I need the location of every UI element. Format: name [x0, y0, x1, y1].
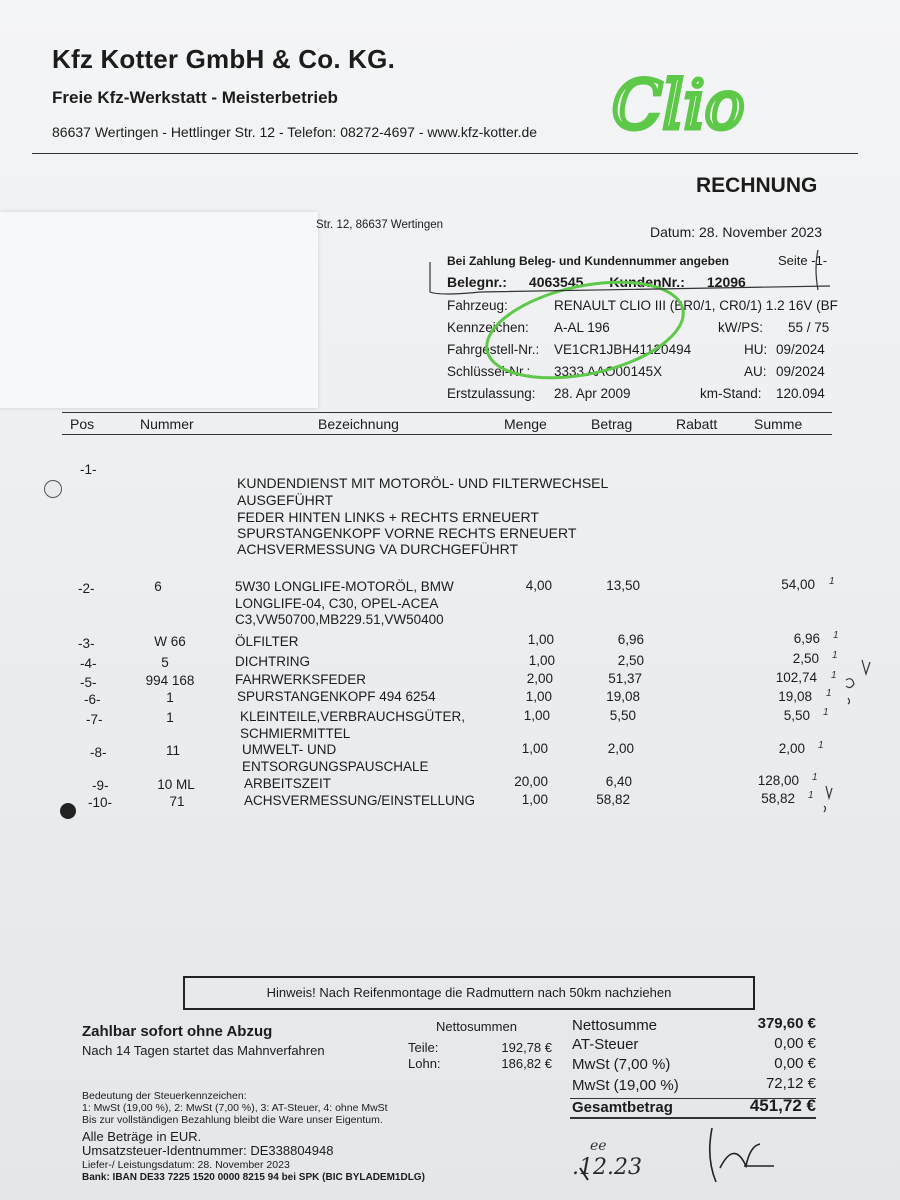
item-summe: 102,74	[775, 670, 817, 685]
fahrgestell-value: VE1CR1JBH41120494	[554, 342, 692, 357]
item-betrag: 6,40	[605, 774, 632, 789]
item-betrag: 13,50	[606, 578, 640, 593]
total-label: Nettosumme	[572, 1017, 658, 1034]
netto-header: Nettosummen	[436, 1019, 517, 1034]
item-betrag: 5,50	[609, 708, 636, 723]
km-value: 120.094	[776, 386, 825, 401]
item-tax-code: 1	[829, 576, 835, 587]
intro-line-3: FEDER HINTEN LINKS + RECHTS ERNEUERT	[237, 509, 539, 525]
item-betrag: 51,37	[608, 671, 642, 686]
item-bezeichnung: ÖLFILTER	[235, 634, 299, 649]
item-bezeichnung: 5W30 LONGLIFE-MOTORÖL, BMW LONGLIFE-04, C30, OPEL-ACEA C3,VW50700,MB229.51,VW50400	[235, 579, 454, 627]
col-menge: Menge	[504, 416, 547, 432]
service-date: Liefer-/ Leistungsdatum: 28. November 2023	[82, 1159, 290, 1171]
belegnr-value: 4063545	[528, 274, 584, 290]
col-rabatt: Rabatt	[676, 416, 718, 432]
tax-code-legend: 1: MwSt (19,00 %), 2: MwSt (7,00 %), 3: AT-Steuer, 4: ohne MwSt	[82, 1102, 388, 1114]
ust-id: Umsatzsteuer-Identnummer: DE338804948	[82, 1143, 334, 1158]
item-tax-code: 1	[826, 688, 832, 699]
fahrgestell-label: Fahrgestell-Nr.:	[447, 342, 540, 357]
item-pos: -9-	[92, 778, 109, 793]
table-header-rule	[62, 434, 832, 435]
item-tax-code: 1	[823, 707, 829, 718]
teile-label: Teile:	[408, 1040, 439, 1055]
intro-line-2: AUSGEFÜHRT	[237, 492, 334, 508]
item-menge: 1,00	[525, 689, 552, 704]
intro-line-1: KUNDENDIENST MIT MOTORÖL- UND FILTERWECHSEL	[237, 475, 609, 491]
check-mark	[846, 660, 870, 704]
total-label: MwSt (7,00 %)	[572, 1056, 671, 1073]
handwritten-note: ee	[590, 1138, 607, 1154]
kennzeichen-label: Kennzeichen:	[447, 320, 529, 335]
fahrzeug-value: RENAULT CLIO III (BR0/1, CR0/1) 1.2 16V (BF	[554, 298, 838, 313]
item-nummer: W 66	[154, 634, 186, 649]
item-nummer: 11	[165, 743, 180, 758]
item-summe: 58,82	[761, 791, 795, 806]
item-summe: 5,50	[783, 708, 810, 723]
item-pos: -3-	[78, 636, 95, 651]
check-mark	[824, 786, 832, 812]
item-pos: -10-	[88, 795, 113, 810]
kwps-value: 55 / 75	[788, 320, 830, 335]
company-address: 86637 Wertingen - Hettlinger Str. 12 - Telefon: 08272-4697 - www.kfz-kotter.de	[52, 124, 538, 140]
item-bezeichnung: ACHSVERMESSUNG/EINSTELLUNG	[244, 793, 476, 808]
item-bezeichnung: DICHTRING	[235, 654, 310, 669]
erstzulassung-label: Erstzulassung:	[447, 386, 536, 401]
payment-terms: Zahlbar sofort ohne Abzug	[82, 1023, 273, 1040]
punch-hole	[44, 480, 62, 498]
total-value: 0,00 €	[774, 1055, 816, 1072]
item-tax-code: 1	[833, 630, 839, 641]
handwritten-signature	[710, 1128, 774, 1182]
item-pos: -4-	[80, 656, 97, 671]
au-value: 09/2024	[776, 364, 825, 379]
payment-reference-hint: Bei Zahlung Beleg- und Kundennummer angeben	[447, 254, 730, 268]
item-betrag: 2,00	[607, 741, 634, 756]
item-tax-code: 1	[832, 650, 838, 661]
intro-line-5: ACHSVERMESSUNG VA DURCHGEFÜHRT	[237, 541, 519, 557]
item-nummer: 1	[166, 690, 174, 705]
item-pos: -7-	[86, 712, 103, 727]
item-menge: 1,00	[521, 741, 548, 756]
kwps-label: kW/PS:	[718, 320, 764, 335]
item-summe: 54,00	[781, 577, 815, 592]
item-nummer: 994 168	[145, 673, 195, 688]
item-summe: 2,50	[792, 651, 819, 666]
item-pos: -5-	[80, 675, 97, 690]
schluessel-label: Schlüssel-Nr.:	[447, 364, 531, 379]
erstzulassung-value: 28. Apr 2009	[554, 386, 631, 401]
col-bezeichnung: Bezeichnung	[318, 416, 399, 432]
total-value: 379,60 €	[757, 1015, 816, 1032]
col-betrag: Betrag	[591, 416, 633, 432]
item-menge: 1,00	[521, 792, 548, 807]
item-nummer: 5	[161, 655, 169, 670]
recipient-street: Str. 12, 86637 Wertingen	[316, 219, 444, 231]
table-top-rule	[62, 412, 832, 413]
company-subtitle: Freie Kfz-Werkstatt - Meisterbetrieb	[52, 88, 338, 107]
au-label: AU:	[744, 364, 767, 379]
km-label: km-Stand:	[700, 386, 762, 401]
header-divider	[32, 153, 858, 154]
grand-total-label: Gesamtbetrag	[572, 1099, 673, 1116]
item-pos: -2-	[78, 581, 95, 596]
payment-note: Nach 14 Tagen startet das Mahnverfahren	[82, 1043, 325, 1058]
item-menge: 1,00	[527, 632, 554, 647]
item-nummer: 6	[154, 579, 162, 594]
tax-code-header: Bedeutung der Steuerkennzeichen:	[82, 1090, 247, 1102]
page-number: Seite -1-	[778, 253, 828, 268]
item-betrag: 2,50	[617, 653, 644, 668]
item-bezeichnung: FAHRWERKSFEDER	[235, 672, 367, 687]
grand-total-rule	[570, 1117, 816, 1119]
col-nummer: Nummer	[140, 416, 194, 432]
lohn-label: Lohn:	[408, 1056, 441, 1071]
item-betrag: 19,08	[606, 689, 640, 704]
item-nummer: 1	[166, 710, 174, 725]
item-pos: -8-	[90, 745, 107, 760]
handwritten-paid-date: .12.23	[572, 1155, 642, 1180]
item-bezeichnung: ARBEITSZEIT	[244, 776, 332, 791]
item-menge: 1,00	[528, 653, 555, 668]
company-name: Kfz Kotter GmbH & Co. KG.	[52, 44, 395, 74]
total-label: MwSt (19,00 %)	[572, 1077, 679, 1094]
punch-hole	[60, 803, 76, 819]
item-tax-code: 1	[808, 790, 814, 801]
notice-text: Hinweis! Nach Reifenmontage die Radmuttern nach 50km nachziehen	[266, 985, 672, 1000]
hu-label: HU:	[744, 342, 768, 357]
col-pos: Pos	[70, 416, 95, 432]
bank-details: Bank: IBAN DE33 7225 1520 0000 8215 94 bei SPK (BIC BYLADEM1DLG)	[82, 1172, 425, 1183]
item-menge: 20,00	[514, 774, 548, 789]
fahrzeug-label: Fahrzeug:	[447, 298, 508, 313]
belegnr-label: Belegnr.:	[447, 274, 507, 290]
intro-pos: -1-	[80, 462, 97, 477]
lohn-value: 186,82 €	[501, 1056, 552, 1071]
item-betrag: 6,96	[617, 632, 644, 647]
total-value: 0,00 €	[774, 1035, 816, 1052]
item-menge: 4,00	[525, 578, 552, 593]
item-bezeichnung: KLEINTEILE,VERBRAUCHSGÜTER, SCHMIERMITTEL	[240, 709, 466, 741]
item-bezeichnung: UMWELT- UND ENTSORGUNGSPAUSCHALE	[242, 742, 429, 774]
teile-value: 192,78 €	[501, 1040, 552, 1055]
grand-total-value: 451,72 €	[749, 1096, 816, 1115]
hu-value: 09/2024	[776, 342, 825, 357]
kundennr-label: KundenNr.:	[609, 274, 685, 290]
item-summe: 2,00	[778, 741, 805, 756]
invoice-date: Datum: 28. November 2023	[650, 224, 822, 240]
item-menge: 2,00	[526, 671, 553, 686]
schluessel-value: 3333 AAO00145X	[554, 364, 663, 379]
reference-numbers	[447, 274, 746, 290]
kundennr-value: 12096	[706, 274, 746, 290]
item-nummer: 10 ML	[157, 777, 195, 792]
notice-box	[183, 976, 755, 1010]
item-summe: 6,96	[793, 631, 820, 646]
kennzeichen-value: A-AL 196	[554, 320, 610, 335]
item-betrag: 58,82	[596, 792, 630, 807]
item-tax-code: 1	[818, 740, 824, 751]
item-pos: -6-	[84, 692, 101, 707]
item-tax-code: 1	[812, 772, 818, 783]
item-nummer: 71	[169, 794, 185, 809]
item-summe: 19,08	[778, 689, 812, 704]
item-tax-code: 1	[831, 670, 837, 681]
total-value: 72,12 €	[765, 1075, 816, 1092]
document-title: RECHNUNG	[696, 174, 818, 197]
col-summe: Summe	[754, 416, 803, 432]
item-summe: 128,00	[757, 773, 799, 788]
redacted-recipient-block	[0, 212, 318, 408]
handwritten-clio: Clio	[612, 67, 745, 144]
total-label: AT-Steuer	[572, 1036, 639, 1053]
item-bezeichnung: SPURSTANGENKOPF 494 6254	[237, 689, 436, 704]
currency-note: Alle Beträge in EUR.	[82, 1129, 202, 1144]
item-menge: 1,00	[523, 708, 550, 723]
ownership-note: Bis zur vollständigen Bezahlung bleibt die Ware unser Eigentum.	[82, 1114, 383, 1126]
intro-line-4: SPURSTANGENKOPF VORNE RECHTS ERNEUERT	[237, 525, 577, 541]
